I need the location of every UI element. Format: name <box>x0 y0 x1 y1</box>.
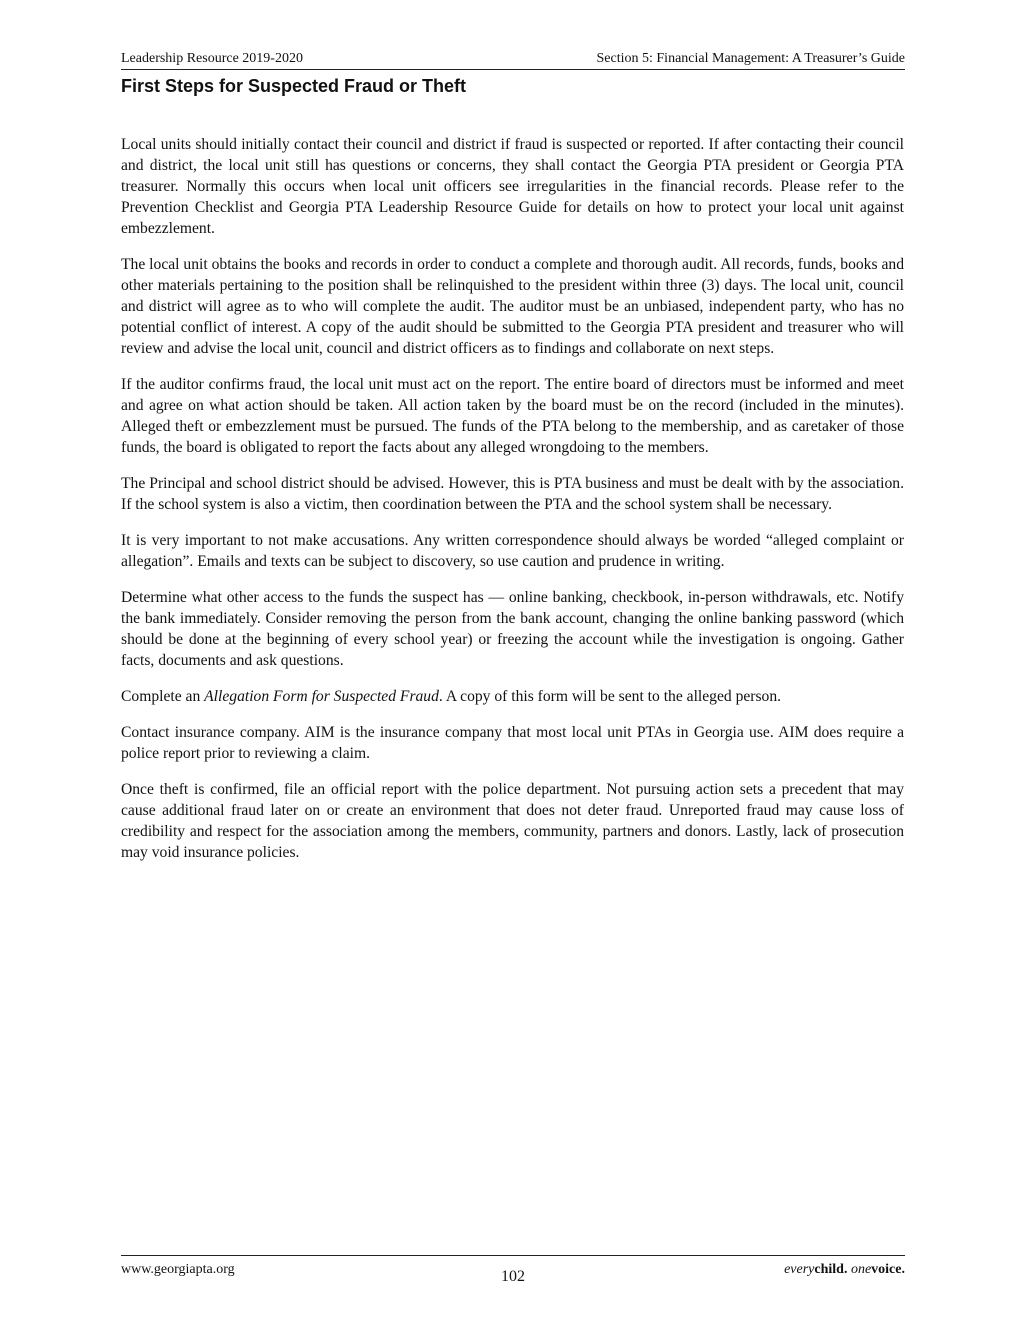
paragraph-allegation-form <box>121 686 904 707</box>
footer-tagline <box>784 1262 905 1278</box>
paragraph-access: Determine what other access to the funds the suspect has — online banking, checkbook, in-person withdrawals, etc. Notify the bank immediately. Consider removing the person from the bank account, changing the online banking password (which should be done at the beginning of every school year) or freezing the account while the investigation is ongoing. Gather facts, documents and ask questions. <box>121 589 904 669</box>
tagline-child: child. <box>814 1262 848 1277</box>
footer-url: www.georgiapta.org <box>121 1262 235 1277</box>
tagline-voice: voice. <box>871 1262 905 1277</box>
paragraph-confirmed-fraud: If the auditor confirms fraud, the local unit must act on the report. The entire board of directors must be informed and meet and agree on what action should be taken. All action taken by the board must be on the record (included in the minutes). Alleged theft or embezzlement must be pursued. The funds of the PTA belong to the membership, and as caretaker of those funds, the board is obligated to report the facts about any alleged wrongdoing to the members. <box>121 376 904 456</box>
allegation-form-name: Allegation Form for Suspected Fraud <box>204 688 439 705</box>
document-body <box>121 134 904 863</box>
header-left-text: Leadership Resource 2019-2020 <box>121 51 303 66</box>
allegation-suffix: . A copy of this form will be sent to the alleged person. <box>438 688 782 705</box>
tagline-one: one <box>850 1262 872 1277</box>
page-footer <box>121 1255 905 1296</box>
header-right-text: Section 5: Financial Management: A Treasurer’s Guide <box>596 51 905 66</box>
page-header <box>121 49 905 70</box>
paragraph-initial-contact: Local units should initially contact their council and district if fraud is suspected or reported. If after contacting their council and district, the local unit still has questions or concerns, they shall contact the Georgia PTA president or Georgia PTA treasurer. Normally this occurs when local unit officers see irregularities in the financial records. Please refer to the Prevention Checklist and Georgia PTA Leadership Resource Guide for details on how to protect your local unit against embezzlement. <box>121 136 904 237</box>
paragraph-insurance: Contact insurance company. AIM is the insurance company that most local unit PTAs in Georgia use. AIM does require a police report prior to reviewing a claim. <box>121 724 904 762</box>
paragraph-police-report: Once theft is confirmed, file an official report with the police department. Not pursuing action sets a precedent that may cause additional fraud later on or create an environment that does not deter fraud. Unreported fraud may cause loss of credibility and respect for the association among the members, community, partners and donors. Lastly, lack of prosecution may void insurance policies. <box>121 781 904 861</box>
page-title: First Steps for Suspected Fraud or Theft <box>121 76 467 96</box>
tagline-every: every <box>784 1262 815 1277</box>
allegation-prefix: Complete an <box>121 688 205 705</box>
page-number: 102 <box>501 1268 525 1285</box>
paragraph-accusations: It is very important to not make accusations. Any written correspondence should always be worded “alleged complaint or allegation”. Emails and texts can be subject to discovery, so use caution and prudence in writing. <box>121 532 904 570</box>
paragraph-audit: The local unit obtains the books and records in order to conduct a complete and thorough audit. All records, funds, books and other materials pertaining to the position shall be relinquished to the president within three (3) days. The local unit, council and district will agree as to who will complete the audit. The auditor must be an unbiased, independent party, who has no potential conflict of interest. A copy of the audit should be submitted to the Georgia PTA president and treasurer who will review and advise the local unit, council and district officers as to findings and collaborate on next steps. <box>121 256 904 357</box>
paragraph-principal: The Principal and school district should be advised. However, this is PTA business and must be dealt with by the association. If the school system is also a victim, then coordination between the PTA and the school system shall be necessary. <box>121 475 904 513</box>
